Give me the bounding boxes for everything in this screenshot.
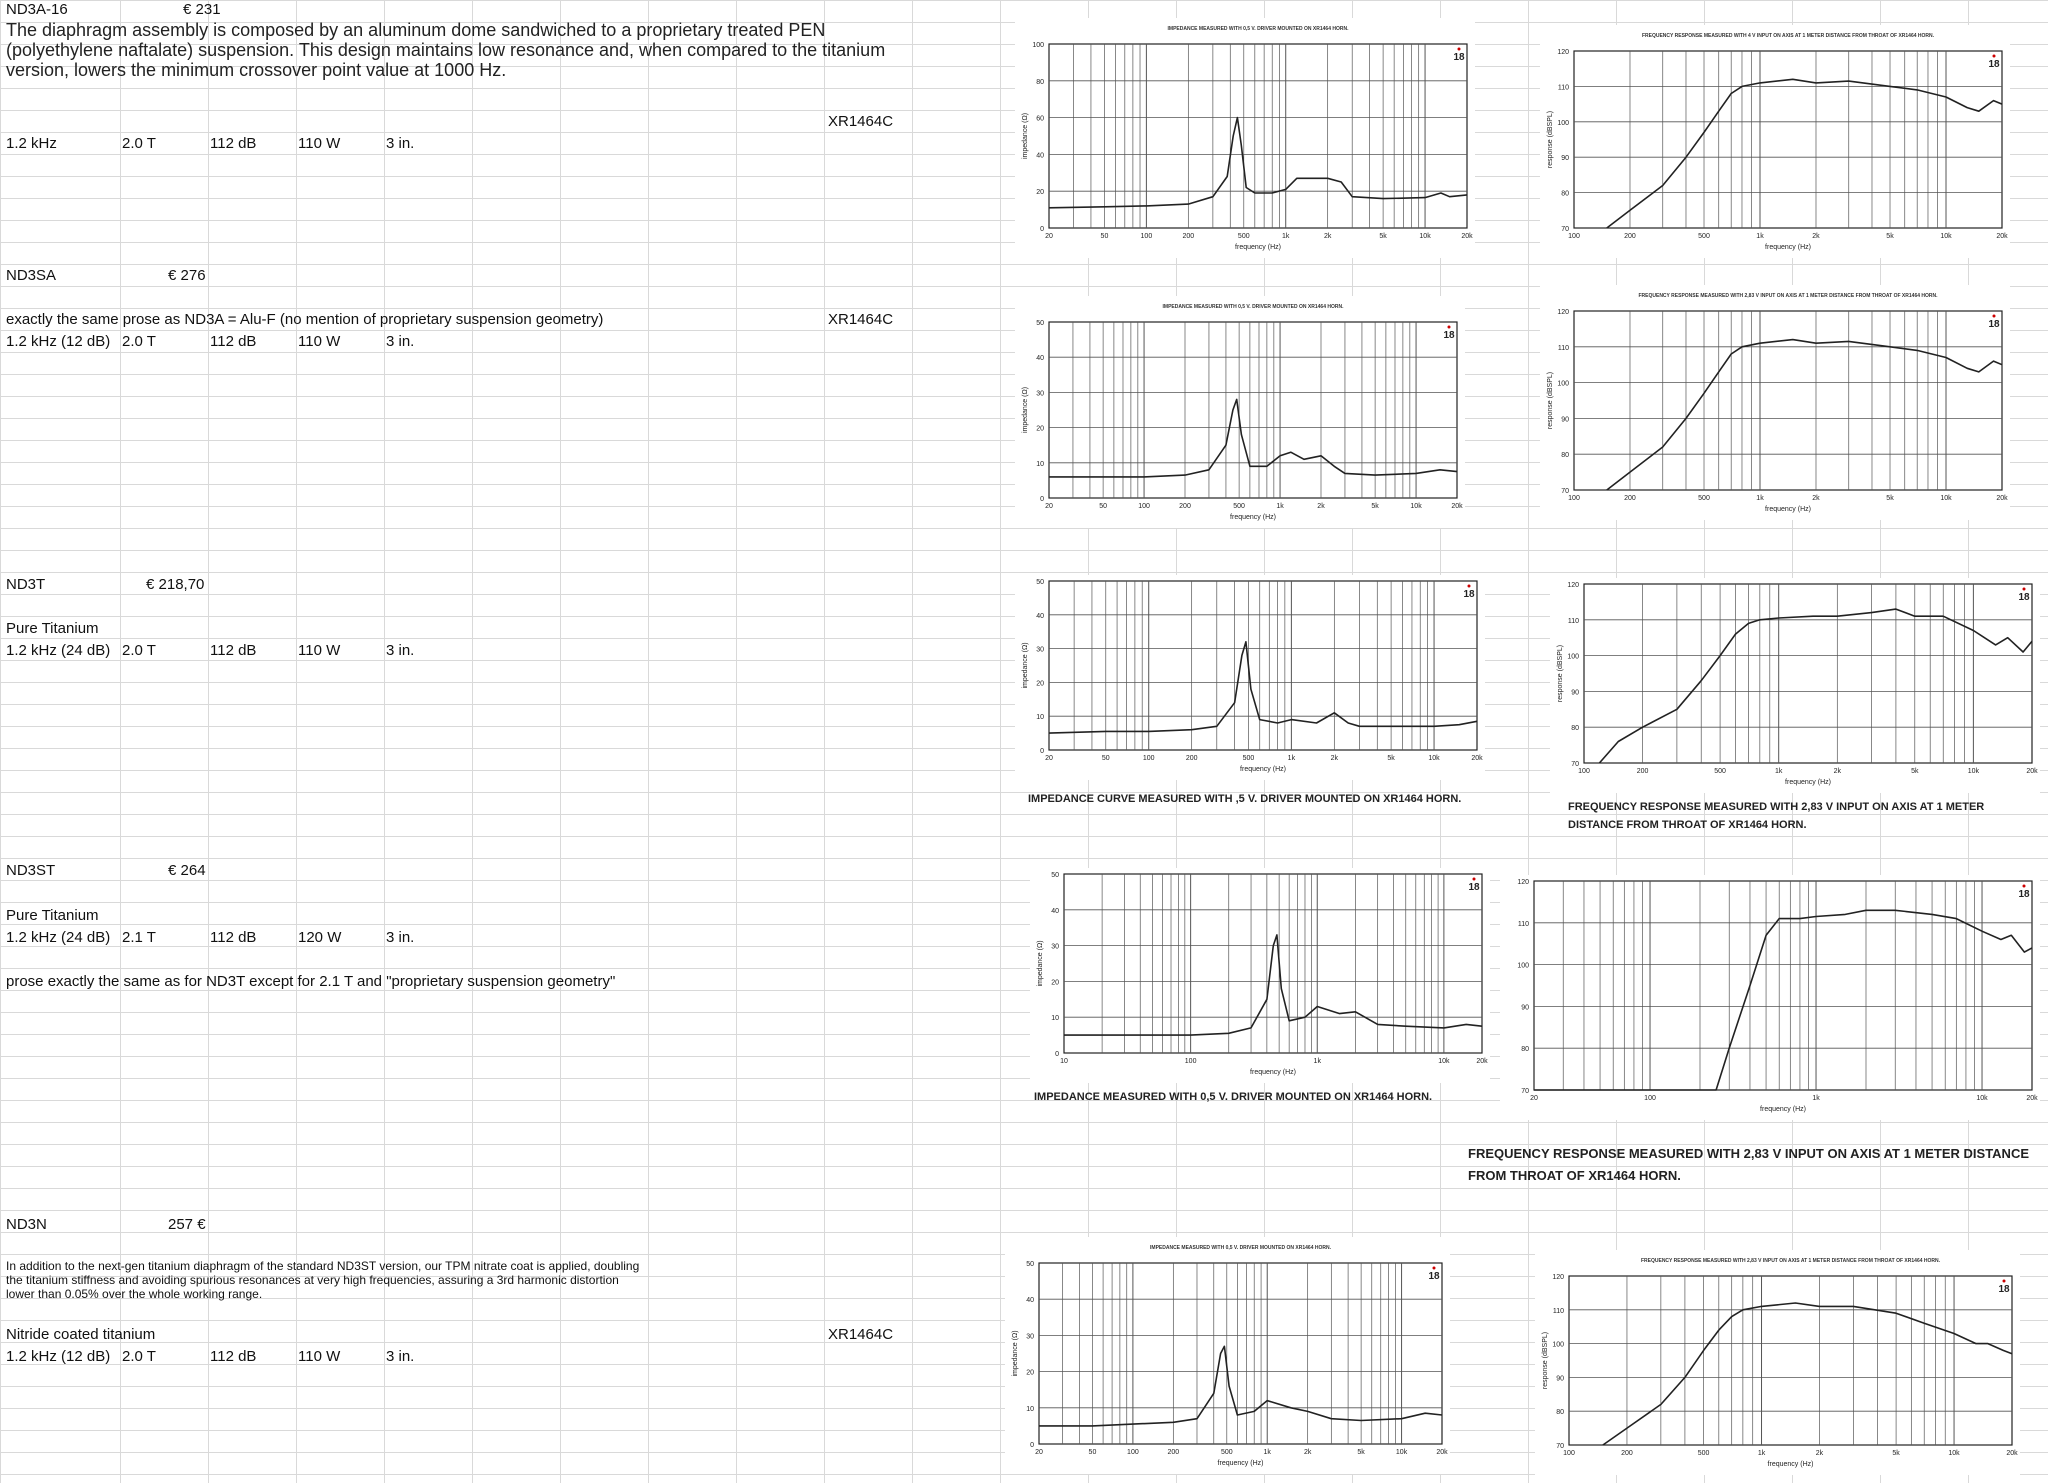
x-axis-label: frequency (Hz) [1240, 766, 1286, 773]
y-tick-label: 100 [1567, 653, 1579, 661]
x-axis-label: frequency (Hz) [1217, 1460, 1264, 1467]
y-tick-label: 20 [1036, 425, 1044, 433]
horn-cell[interactable]: XR1464C [828, 311, 894, 328]
sensitivity-cell[interactable]: 112 dB [210, 135, 257, 152]
series-line [1599, 609, 2032, 763]
brand-logo: 18 [1453, 52, 1465, 63]
frequency-response-caption: FREQUENCY RESPONSE MEASURED WITH 2,83 V INPUT ON AXIS AT 1 METER DISTANCE FROM THROAT OF XR1464 HORN. [1568, 801, 1985, 831]
x-tick-label: 10k [1438, 1058, 1450, 1065]
x-tick-label: 100 [1138, 503, 1150, 510]
crossover-cell[interactable]: 1.2 kHz [6, 135, 57, 152]
y-tick-label: 50 [1051, 872, 1059, 879]
x-tick-label: 1k [1756, 233, 1764, 240]
impedance-chart-nd3a[interactable] [1015, 18, 1475, 258]
y-tick-label: 0 [1040, 496, 1044, 503]
frequency-response-chart-nd3a[interactable] [1540, 25, 2010, 258]
flux-cell[interactable]: 2.0 T [122, 333, 156, 350]
model-cell[interactable]: ND3ST [6, 862, 56, 879]
y-axis-label: impedance (Ω) [1012, 1330, 1019, 1377]
y-tick-label: 0 [1040, 748, 1044, 755]
frequency-response-chart-nd3t[interactable] [1550, 578, 2040, 793]
x-axis-label: frequency (Hz) [1235, 244, 1281, 251]
y-tick-label: 120 [1557, 49, 1569, 56]
voice-coil-cell[interactable]: 3 in. [386, 333, 415, 350]
impedance-chart-nd3t[interactable] [1015, 575, 1485, 780]
voice-coil-cell[interactable]: 3 in. [386, 929, 415, 946]
plot-frame [1534, 881, 2032, 1090]
price-cell[interactable]: € 231 [183, 1, 221, 18]
x-tick-label: 100 [1142, 755, 1155, 762]
x-tick-label: 200 [1636, 768, 1649, 775]
power-cell[interactable]: 110 W [298, 135, 341, 152]
x-tick-label: 10 [1060, 1058, 1068, 1065]
x-tick-label: 200 [1179, 503, 1191, 510]
y-tick-label: 70 [1571, 761, 1579, 768]
material-cell[interactable]: Pure Titanium [6, 620, 99, 637]
y-tick-label: 120 [1567, 582, 1579, 589]
y-tick-label: 90 [1571, 689, 1579, 697]
note-cell[interactable]: exactly the same prose as ND3A = Alu-F (no mention of proprietary suspension geometry) [6, 311, 604, 328]
y-axis-label: impedance (Ω) [1037, 940, 1044, 987]
price-cell[interactable]: € 264 [168, 862, 206, 879]
x-tick-label: 10k [1428, 755, 1440, 762]
y-tick-label: 30 [1036, 390, 1044, 398]
power-cell[interactable]: 110 W [298, 642, 341, 659]
brand-logo: 18 [1443, 330, 1455, 341]
y-axis-label: impedance (Ω) [1022, 112, 1029, 160]
series-line [1049, 399, 1457, 477]
y-tick-label: 100 [1552, 1341, 1564, 1349]
flux-cell[interactable]: 2.0 T [122, 1348, 156, 1365]
x-tick-label: 500 [1237, 233, 1250, 240]
y-tick-label: 90 [1561, 416, 1569, 424]
chart-svg [1535, 1250, 2020, 1475]
y-tick-label: 120 [1557, 309, 1569, 316]
crossover-cell[interactable]: 1.2 kHz (24 dB) [6, 929, 111, 946]
voice-coil-cell[interactable]: 3 in. [386, 1348, 415, 1365]
x-tick-label: 1k [1287, 755, 1296, 762]
chart-title: FREQUENCY RESPONSE MEASURED WITH 2,83 V INPUT ON AXIS AT 1 METER DISTANCE FROM THROAT OF XR1464 HORN. [1640, 1258, 1941, 1264]
y-tick-label: 40 [1036, 612, 1044, 620]
impedance-caption: IMPEDANCE MEASURED WITH 0,5 V. DRIVER MOUNTED ON XR1464 HORN. [1034, 1091, 1433, 1103]
x-tick-label: 20k [2026, 768, 2038, 775]
price-cell[interactable]: 257 € [168, 1216, 206, 1233]
x-tick-label: 5k [1379, 233, 1387, 240]
x-tick-label: 50 [1099, 503, 1108, 510]
x-tick-label: 20k [1476, 1058, 1488, 1065]
x-tick-label: 500 [1242, 755, 1255, 762]
x-axis-label: frequency (Hz) [1760, 1106, 1806, 1113]
x-tick-label: 2k [1833, 768, 1842, 775]
x-tick-label: 10k [1395, 1449, 1408, 1456]
series-line [1607, 79, 2002, 228]
chart-title: IMPEDANCE MEASURED WITH 0,5 V. DRIVER MOUNTED ON XR1464 HORN. [1167, 26, 1349, 32]
brand-logo-dot [2023, 588, 2026, 591]
y-tick-label: 80 [1521, 1046, 1529, 1054]
chart-svg [1500, 875, 2040, 1120]
y-tick-label: 0 [1030, 1442, 1034, 1449]
brand-logo: 18 [1468, 882, 1480, 893]
y-tick-label: 100 [1517, 962, 1529, 970]
y-tick-label: 100 [1557, 380, 1569, 388]
horn-cell[interactable]: XR1464C [828, 113, 894, 130]
x-tick-label: 2k [1317, 503, 1325, 510]
brand-logo-dot [1458, 48, 1461, 51]
x-tick-label: 1k [1276, 503, 1284, 510]
series-line [1603, 1303, 2012, 1445]
y-tick-label: 20 [1036, 680, 1044, 688]
flux-cell[interactable]: 2.1 T [122, 929, 156, 946]
frequency-response-chart-nd3n[interactable] [1535, 1250, 2020, 1475]
y-tick-label: 90 [1556, 1375, 1564, 1383]
x-tick-label: 20k [1436, 1449, 1448, 1456]
chart-title: IMPEDANCE MEASURED WITH 0,5 V. DRIVER MOUNTED ON XR1464 HORN. [1162, 304, 1344, 310]
crossover-cell[interactable]: 1.2 kHz (24 dB) [6, 642, 111, 659]
chart-svg [1015, 18, 1475, 258]
impedance-caption: IMPEDANCE CURVE MEASURED WITH ,5 V. DRIVER MOUNTED ON XR1464 HORN. [1028, 793, 1462, 805]
brand-logo: 18 [1428, 1271, 1440, 1282]
y-axis-label: response (dBSPL) [1542, 1331, 1549, 1390]
x-tick-label: 100 [1140, 233, 1153, 240]
y-tick-label: 30 [1051, 943, 1059, 951]
x-tick-label: 500 [1233, 503, 1245, 510]
chart-svg [1015, 296, 1465, 528]
model-cell[interactable]: ND3SA [6, 267, 57, 284]
y-tick-label: 80 [1036, 78, 1044, 86]
y-tick-label: 40 [1036, 355, 1044, 363]
x-tick-label: 20k [2026, 1095, 2038, 1102]
y-tick-label: 40 [1026, 1297, 1034, 1305]
chart-svg [1005, 1237, 1450, 1474]
x-tick-label: 50 [1101, 755, 1110, 762]
model-cell[interactable]: ND3N [6, 1216, 47, 1233]
x-tick-label: 10k [1419, 233, 1431, 240]
x-tick-label: 1k [1757, 1450, 1766, 1457]
chart-svg [1015, 575, 1485, 780]
sensitivity-cell[interactable]: 112 dB [210, 333, 257, 350]
impedance-chart-nd3st[interactable] [1030, 868, 1490, 1083]
y-axis-label: impedance (Ω) [1022, 386, 1029, 434]
x-tick-label: 200 [1624, 233, 1636, 240]
y-axis-label: impedance (Ω) [1022, 642, 1029, 689]
y-tick-label: 30 [1026, 1333, 1034, 1341]
y-tick-label: 20 [1026, 1369, 1034, 1377]
x-tick-label: 200 [1185, 755, 1198, 762]
y-tick-label: 0 [1055, 1051, 1059, 1058]
x-tick-label: 100 [1563, 1450, 1575, 1457]
price-cell[interactable]: € 218,70 [146, 576, 205, 593]
x-tick-label: 5k [1886, 495, 1894, 502]
y-tick-label: 70 [1521, 1088, 1529, 1095]
x-tick-label: 5k [1911, 768, 1919, 775]
y-tick-label: 50 [1026, 1261, 1034, 1268]
y-tick-label: 60 [1036, 115, 1044, 123]
chart-title: FREQUENCY RESPONSE MEASURED WITH 4 V INPUT ON AXIS AT 1 METER DISTANCE FROM THROAT OF XR1464 HORN. [1641, 33, 1935, 39]
chart-title: IMPEDANCE MEASURED WITH 0,5 V. DRIVER MOUNTED ON XR1464 HORN. [1150, 1245, 1331, 1251]
x-axis-label: frequency (Hz) [1765, 244, 1811, 251]
brand-logo-dot [1993, 315, 1996, 318]
price-cell[interactable]: € 276 [168, 267, 206, 284]
y-tick-label: 80 [1571, 725, 1579, 733]
sensitivity-cell[interactable]: 112 dB [210, 929, 257, 946]
flux-cell[interactable]: 2.0 T [122, 642, 156, 659]
x-tick-label: 20k [1996, 495, 2008, 502]
series-line [1049, 642, 1477, 733]
x-tick-label: 50 [1100, 233, 1109, 240]
chart-svg [1540, 25, 2010, 258]
brand-logo-dot [1473, 878, 1476, 881]
y-tick-label: 20 [1036, 189, 1044, 197]
y-tick-label: 80 [1556, 1409, 1564, 1417]
y-tick-label: 30 [1036, 646, 1044, 654]
y-tick-label: 10 [1051, 1015, 1059, 1023]
brand-logo: 18 [2018, 889, 2030, 900]
model-cell[interactable]: ND3A-16 [6, 1, 68, 18]
x-tick-label: 20k [1461, 233, 1473, 240]
crossover-cell[interactable]: 1.2 kHz (12 dB) [6, 1348, 111, 1365]
x-axis-label: frequency (Hz) [1250, 1069, 1296, 1076]
x-tick-label: 5k [1892, 1450, 1900, 1457]
x-tick-label: 200 [1624, 495, 1636, 502]
x-tick-label: 20 [1035, 1449, 1043, 1456]
frequency-response-caption: FREQUENCY RESPONSE MEASURED WITH 2,83 V INPUT ON AXIS AT 1 METER DISTANCE FROM THROAT OF XR1464 HORN. [1468, 1146, 2029, 1183]
y-tick-label: 70 [1561, 226, 1569, 233]
x-tick-label: 10k [1967, 768, 1980, 775]
x-tick-label: 1k [1313, 1058, 1321, 1065]
x-tick-label: 10k [1940, 233, 1952, 240]
y-tick-label: 0 [1040, 226, 1044, 233]
x-tick-label: 1k [1282, 233, 1290, 240]
material-cell[interactable]: Pure Titanium [6, 907, 99, 924]
horn-cell[interactable]: XR1464C [828, 1326, 894, 1343]
plot-frame [1039, 1263, 1442, 1444]
brand-logo: 18 [1988, 59, 2000, 70]
plot-frame [1049, 44, 1467, 228]
x-tick-label: 1k [1774, 768, 1783, 775]
sensitivity-cell[interactable]: 112 dB [210, 1348, 257, 1365]
x-tick-label: 500 [1698, 495, 1710, 502]
x-tick-label: 5k [1371, 503, 1379, 510]
power-cell[interactable]: 110 W [298, 1348, 341, 1365]
impedance-chart-nd3n[interactable] [1005, 1237, 1450, 1474]
y-tick-label: 110 [1552, 1307, 1564, 1315]
x-tick-label: 100 [1568, 233, 1580, 240]
x-tick-label: 20k [1471, 755, 1483, 762]
y-tick-label: 100 [1032, 42, 1044, 49]
x-tick-label: 1k [1263, 1449, 1271, 1456]
series-line [1064, 935, 1482, 1035]
x-tick-label: 2k [1812, 233, 1820, 240]
brand-logo: 18 [1998, 1284, 2010, 1295]
x-tick-label: 10k [1940, 495, 1952, 502]
y-tick-label: 80 [1561, 452, 1569, 460]
series-line [1534, 910, 2032, 1090]
x-tick-label: 500 [1698, 233, 1710, 240]
brand-logo-dot [1468, 585, 1471, 588]
x-tick-label: 10k [1976, 1095, 1988, 1102]
y-tick-label: 110 [1517, 920, 1529, 928]
brand-logo-dot [1433, 1267, 1436, 1270]
power-cell[interactable]: 120 W [298, 929, 342, 946]
x-tick-label: 20 [1045, 233, 1053, 240]
plot-frame [1049, 322, 1457, 498]
x-tick-label: 100 [1644, 1095, 1656, 1102]
brand-logo-dot [2003, 1280, 2006, 1283]
y-tick-label: 40 [1036, 152, 1044, 160]
x-tick-label: 5k [1886, 233, 1894, 240]
description-cell[interactable]: In addition to the next-gen titanium diaphragm of the standard ND3ST version, our TPM nitrate coat is applied, doubling the titanium stiffness and avoiding spurious resonances at very high frequencies, assuring a 3rd harmonic distortion lower than 0.05% over the whole working range. [6, 1259, 640, 1301]
y-tick-label: 10 [1036, 460, 1044, 468]
x-tick-label: 50 [1088, 1449, 1097, 1456]
y-tick-label: 50 [1036, 320, 1044, 327]
x-tick-label: 20 [1045, 503, 1053, 510]
y-tick-label: 120 [1517, 879, 1529, 886]
x-tick-label: 100 [1184, 1058, 1197, 1065]
y-tick-label: 50 [1036, 579, 1044, 586]
x-tick-label: 2k [1812, 495, 1820, 502]
chart-svg [1030, 868, 1490, 1083]
x-axis-label: frequency (Hz) [1230, 514, 1276, 521]
x-axis-label: frequency (Hz) [1767, 1461, 1814, 1468]
series-line [1039, 1346, 1442, 1426]
x-tick-label: 5k [1387, 755, 1395, 762]
plot-frame [1049, 581, 1477, 750]
series-line [1049, 118, 1467, 208]
y-axis-label: response (dBSPL) [1547, 371, 1554, 430]
x-tick-label: 100 [1127, 1449, 1139, 1456]
model-cell[interactable]: ND3T [6, 576, 46, 593]
x-tick-label: 500 [1697, 1450, 1710, 1457]
x-tick-label: 20k [2006, 1450, 2018, 1457]
x-axis-label: frequency (Hz) [1785, 779, 1831, 786]
chart-svg [1540, 285, 2010, 520]
power-cell[interactable]: 110 W [298, 333, 341, 350]
brand-logo-dot [2023, 885, 2026, 888]
y-tick-label: 90 [1521, 1004, 1529, 1012]
y-tick-label: 100 [1557, 119, 1569, 127]
y-tick-label: 70 [1561, 488, 1569, 495]
sensitivity-cell[interactable]: 112 dB [210, 642, 257, 659]
voice-coil-cell[interactable]: 3 in. [386, 642, 415, 659]
chart-title: FREQUENCY RESPONSE MEASURED WITH 2,83 V INPUT ON AXIS AT 1 METER DISTANCE FROM THROAT OF XR1464 HORN. [1638, 293, 1938, 299]
crossover-cell[interactable]: 1.2 kHz (12 dB) [6, 333, 111, 350]
brand-logo: 18 [1988, 319, 2000, 330]
x-tick-label: 2k [1815, 1450, 1824, 1457]
y-axis-label: response (dBSPL) [1557, 644, 1564, 703]
y-tick-label: 110 [1557, 84, 1569, 92]
flux-cell[interactable]: 2.0 T [122, 135, 156, 152]
x-tick-label: 2k [1330, 755, 1339, 762]
x-tick-label: 1k [1812, 1095, 1820, 1102]
series-line [1607, 340, 2002, 490]
y-tick-label: 110 [1557, 344, 1569, 352]
x-tick-label: 20k [1451, 503, 1463, 510]
x-tick-label: 20 [1530, 1095, 1538, 1102]
brand-logo: 18 [1463, 589, 1475, 600]
note-cell[interactable]: prose exactly the same as for ND3T except for 2.1 T and "proprietary suspension geometry" [6, 973, 616, 990]
brand-logo-dot [1448, 326, 1451, 329]
x-tick-label: 10k [1948, 1450, 1960, 1457]
x-tick-label: 1k [1756, 495, 1764, 502]
x-axis-label: frequency (Hz) [1765, 506, 1811, 513]
frequency-response-chart-nd3sa[interactable] [1540, 285, 2010, 520]
y-tick-label: 80 [1561, 190, 1569, 198]
brand-logo: 18 [2018, 592, 2030, 603]
x-tick-label: 20 [1045, 755, 1053, 762]
x-tick-label: 20k [1996, 233, 2008, 240]
x-tick-label: 500 [1714, 768, 1726, 775]
y-tick-label: 10 [1026, 1405, 1034, 1413]
x-tick-label: 200 [1167, 1449, 1180, 1456]
impedance-chart-nd3sa[interactable] [1015, 296, 1465, 528]
y-tick-label: 110 [1567, 617, 1579, 625]
x-tick-label: 200 [1621, 1450, 1633, 1457]
description-cell[interactable]: The diaphragm assembly is composed by an aluminum dome sandwiched to a proprietary treated PEN (polyethylene naftalate) suspension. This design maintains low resonance and, when compared to the titanium version, lowers the minimum crossover point value at 1000 Hz. [6, 20, 886, 80]
frequency-response-chart-nd3st[interactable] [1500, 875, 2040, 1120]
brand-logo-dot [1993, 55, 1996, 58]
chart-svg [1550, 578, 2040, 793]
voice-coil-cell[interactable]: 3 in. [386, 135, 415, 152]
y-tick-label: 90 [1561, 155, 1569, 163]
x-tick-label: 100 [1578, 768, 1590, 775]
y-axis-label: response (dBSPL) [1547, 110, 1554, 169]
y-tick-label: 20 [1051, 979, 1059, 987]
material-cell[interactable]: Nitride coated titanium [6, 1326, 156, 1343]
x-tick-label: 10k [1410, 503, 1422, 510]
y-tick-label: 70 [1556, 1443, 1564, 1450]
y-tick-label: 120 [1552, 1274, 1564, 1281]
x-tick-label: 100 [1568, 495, 1580, 502]
y-tick-label: 40 [1051, 907, 1059, 915]
x-tick-label: 200 [1182, 233, 1195, 240]
x-tick-label: 2k [1303, 1449, 1312, 1456]
x-tick-label: 2k [1323, 233, 1332, 240]
y-tick-label: 10 [1036, 714, 1044, 722]
x-tick-label: 500 [1220, 1449, 1233, 1456]
x-tick-label: 5k [1357, 1449, 1365, 1456]
